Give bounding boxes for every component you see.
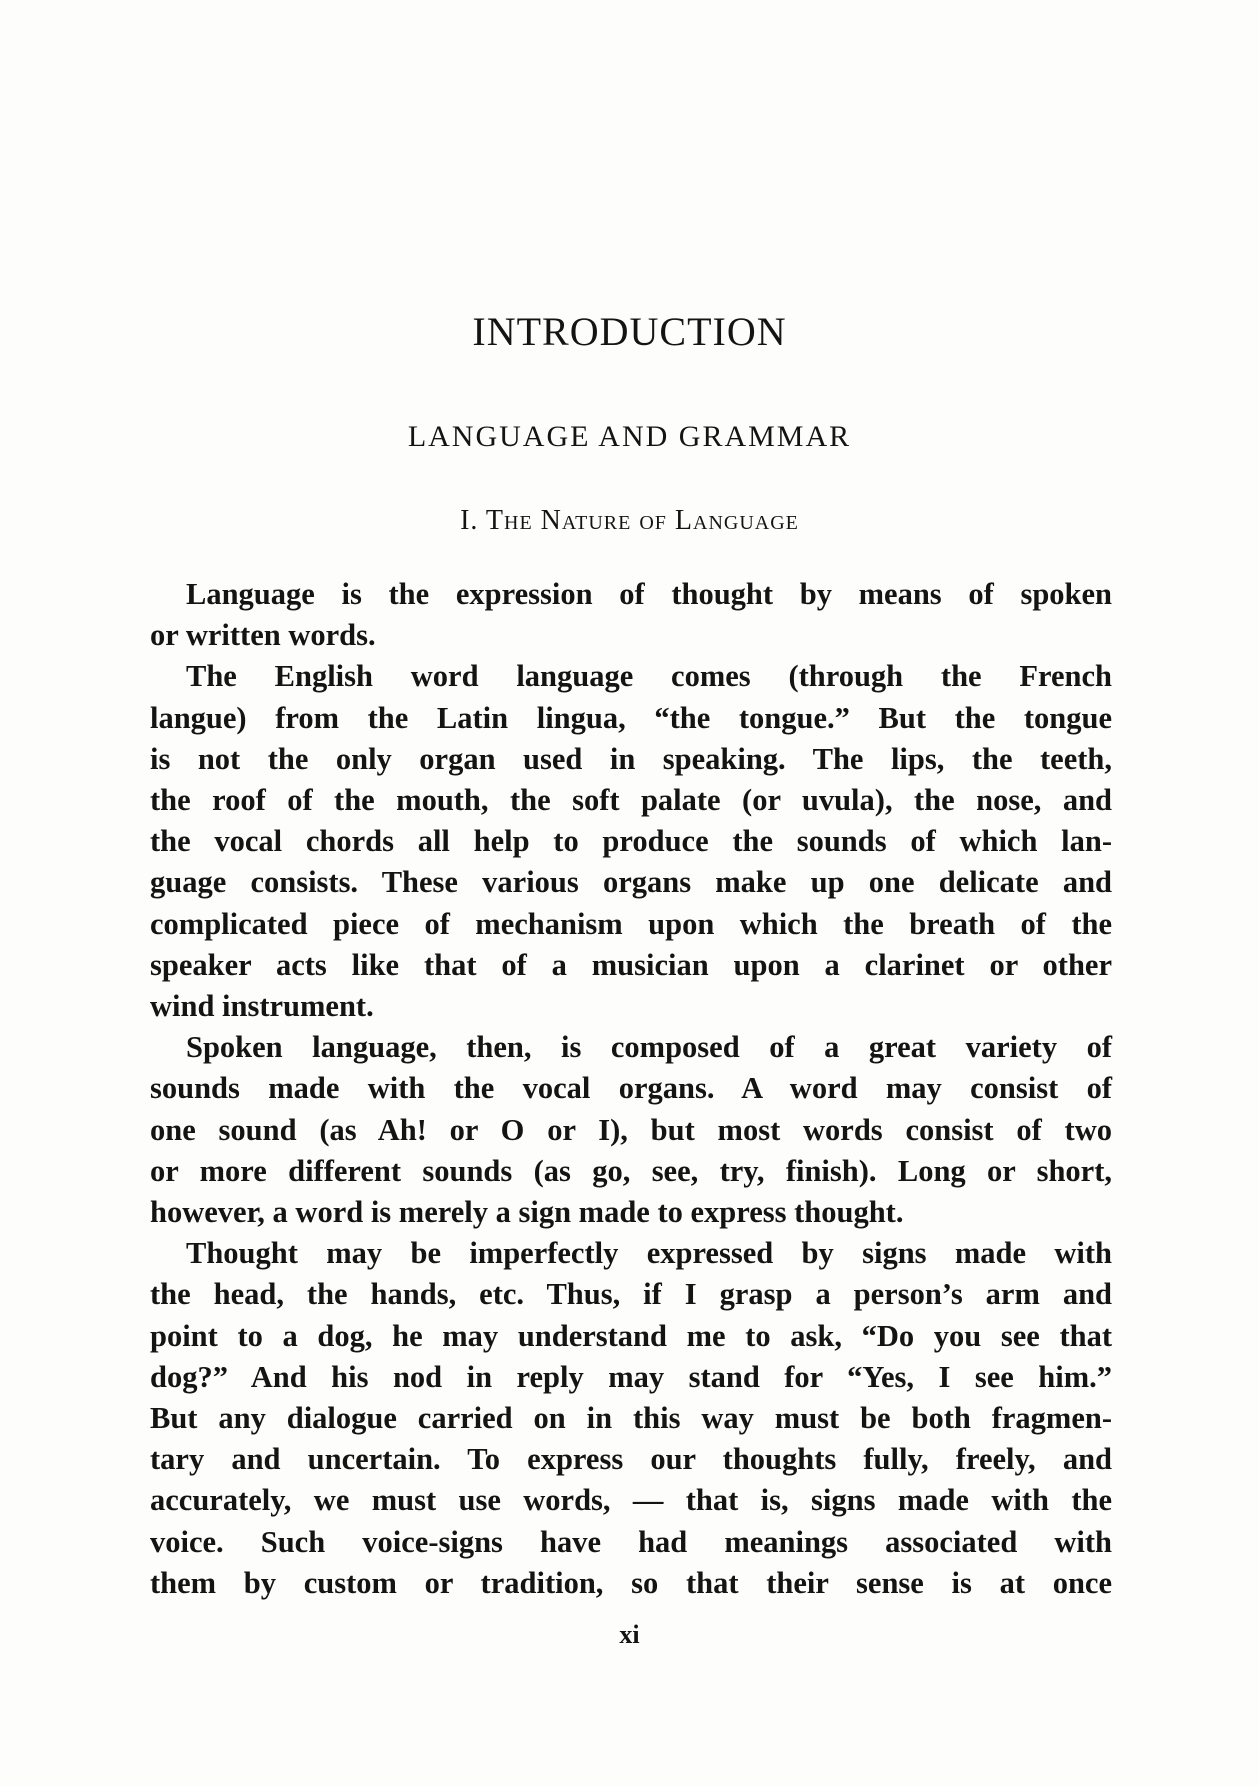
text-line: or written words. [150, 618, 376, 653]
text-line: But any dialogue carried on in this way must be both fragmen- [150, 1401, 1112, 1436]
text-line: wind instrument. [150, 989, 374, 1024]
paragraph [150, 1233, 1112, 1604]
text-line: the vocal chords all help to produce the sounds of which lan- [150, 824, 1112, 859]
text-line: accurately, we must use words, — that is, signs made with the [150, 1483, 1112, 1518]
text-line: sounds made with the vocal organs. A word may consist of [150, 1071, 1112, 1106]
text-line: the head, the hands, etc. Thus, if I grasp a person’s arm and [150, 1277, 1112, 1312]
text-line: The English word language comes (through the French [186, 659, 1112, 694]
text-line: dog?” And his nod in reply may stand for “Yes, I see him.” [150, 1359, 1112, 1394]
text-line: langue) from the Latin lingua, “the tongue.” But the tongue [150, 700, 1112, 735]
chapter-title: INTRODUCTION [472, 309, 787, 354]
paragraph [150, 656, 1112, 1027]
text-line: them by custom or tradition, so that their sense is at once [150, 1565, 1112, 1600]
body-text [150, 574, 1112, 1604]
page-number: xi [619, 1620, 640, 1649]
text-line: Thought may be imperfectly expressed by signs made with [186, 1236, 1112, 1271]
text-line: point to a dog, he may understand me to ask, “Do you see that [150, 1318, 1112, 1353]
text-line: tary and uncertain. To express our thoughts fully, freely, and [150, 1442, 1112, 1477]
text-line: however, a word is merely a sign made to express thought. [150, 1195, 904, 1230]
text-line: complicated piece of mechanism upon which the breath of the [150, 906, 1112, 941]
paragraph [150, 1027, 1112, 1233]
text-line: the roof of the mouth, the soft palate (or uvula), the nose, and [150, 783, 1112, 818]
chapter-subtitle: LANGUAGE AND GRAMMAR [407, 420, 852, 453]
text-line: Spoken language, then, is composed of a great variety of [186, 1030, 1112, 1065]
text-line: or more different sounds (as go, see, try, finish). Long or short, [150, 1153, 1112, 1188]
text-line: one sound (as Ah! or O or I), but most words consist of two [150, 1112, 1112, 1147]
paragraph [150, 574, 1112, 656]
section-heading: I. The Nature of Language [460, 505, 799, 536]
text-line: voice. Such voice-signs have had meanings associated with [150, 1524, 1112, 1559]
text-line: guage consists. These various organs make up one delicate and [150, 865, 1112, 900]
text-line: is not the only organ used in speaking. The lips, the teeth, [150, 741, 1112, 776]
text-line: speaker acts like that of a musician upon a clarinet or other [150, 947, 1112, 982]
text-line: Language is the expression of thought by means of spoken [186, 577, 1112, 611]
